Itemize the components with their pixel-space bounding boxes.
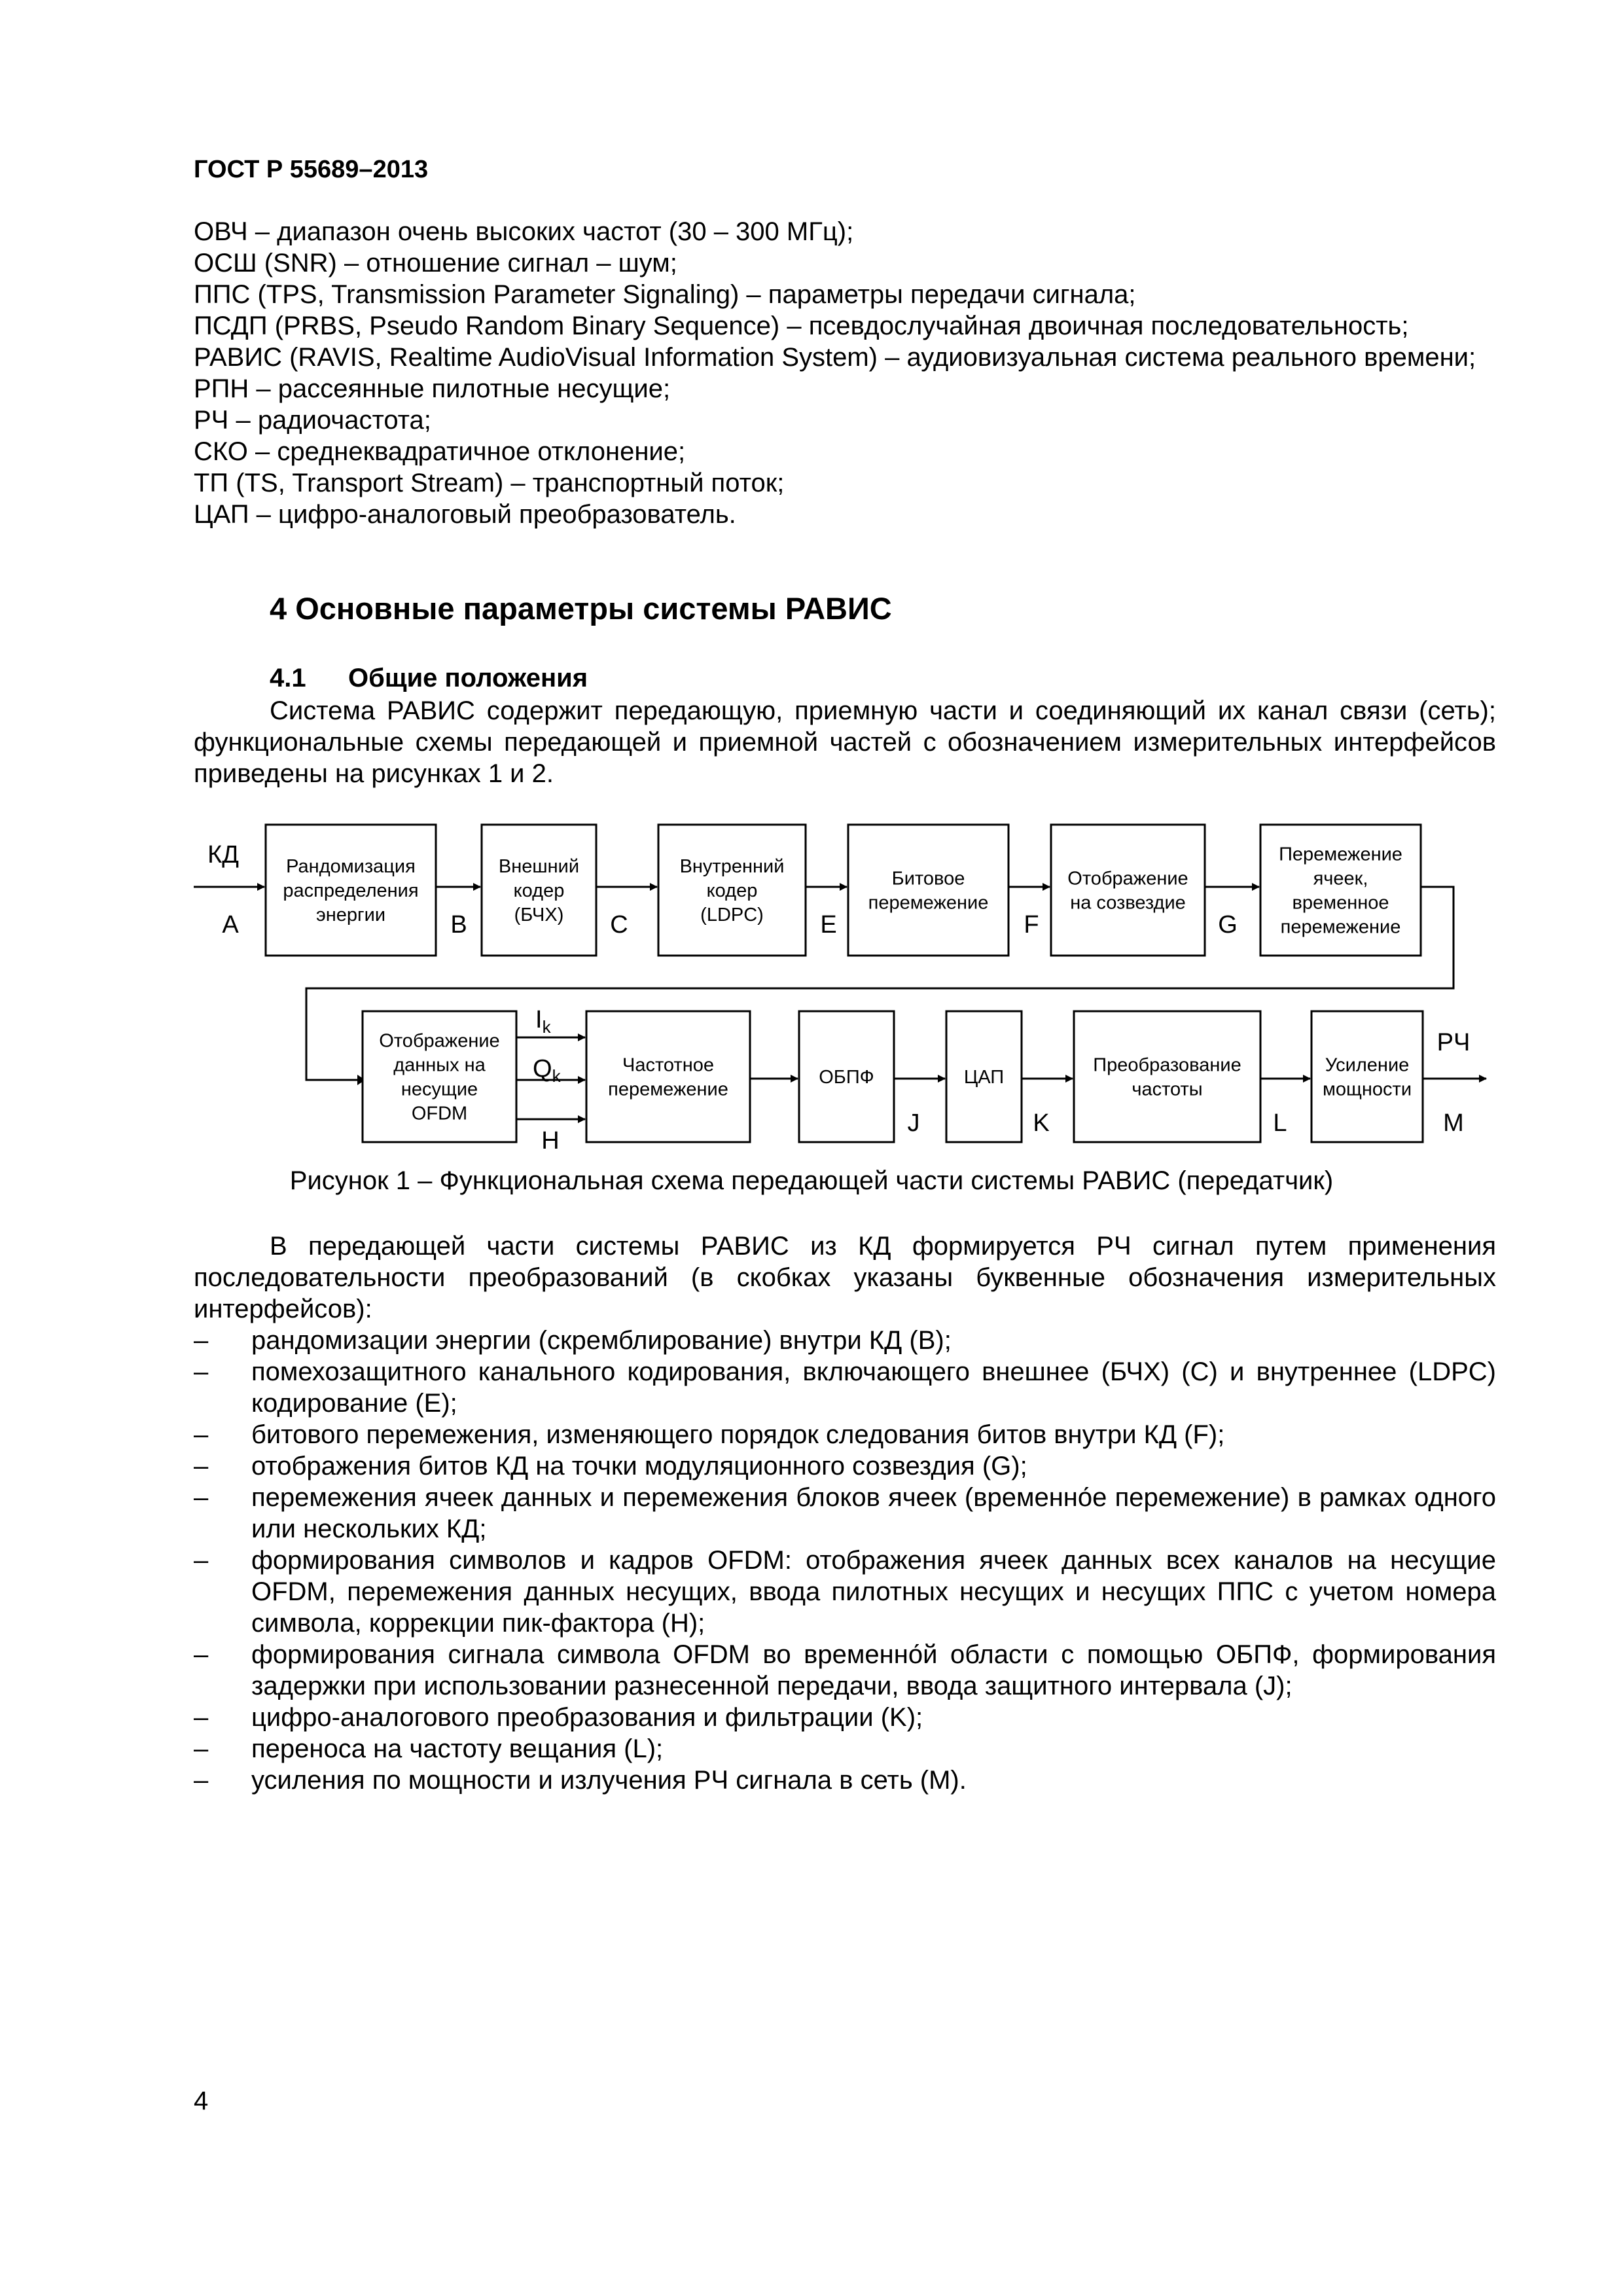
list-item-text: помехозащитного канального кодирования, включающего внешнее (БЧХ) (C) и внутреннее (LDPC) кодирование (E);	[251, 1357, 1496, 1418]
bit-interleaver-block	[848, 825, 1008, 956]
list-item-text: переноса на частоту вещания (L);	[251, 1734, 664, 1763]
block-label: (LDPC)	[700, 905, 764, 926]
list-item-text: формирования символов и кадров OFDM: отображения ячеек данных всех каналов на несущие OFDM, перемежения данных несущих, ввода пилотных несущих и несущих ППС с учетом номера символа, коррекции пик-фактора (H);	[251, 1546, 1496, 1638]
output-label: РЧ	[1436, 1029, 1471, 1056]
dash-marker: –	[194, 1326, 209, 1355]
list-item-text: отображения битов КД на точки модуляционного созвездия (G);	[251, 1452, 1027, 1480]
dash-marker: –	[194, 1703, 209, 1732]
list-item	[194, 1733, 1496, 1765]
list-item	[194, 1419, 1496, 1450]
interface-label: H	[541, 1127, 560, 1155]
block-label: перемежение	[868, 892, 989, 914]
block-label: Отображение	[379, 1030, 500, 1052]
abbreviation-item: ТП (TS, Transport Stream) – транспортный поток;	[194, 469, 785, 497]
list-item-text: цифро-аналогового преобразования и фильтрации (K);	[251, 1703, 923, 1732]
list-item-text: битового перемежения, изменяющего порядок следования битов внутри КД (F);	[251, 1420, 1225, 1449]
block-label: ячеек,	[1313, 868, 1368, 889]
block-label: (БЧХ)	[514, 905, 564, 926]
dash-marker: –	[194, 1357, 209, 1386]
standard-header: ГОСТ Р 55689–2013	[194, 156, 429, 183]
intro-paragraph: Система РАВИС содержит передающую, приемную части и соединяющий их канал связи (сеть); функциональные схемы передающей и приемной частей с обозначением измерительных интерфейсов приведены на рисунках 1 и 2.	[194, 696, 1496, 788]
block-label: распределения	[283, 880, 419, 902]
dash-marker: –	[194, 1483, 209, 1512]
input-label: КД	[207, 841, 239, 869]
list-item-text: перемежения ячеек данных и перемежения блоков ячеек (временно́е перемежение) в рамках одного или нескольких КД;	[251, 1483, 1496, 1543]
dash-marker: –	[194, 1734, 209, 1763]
block-label: Перемежение	[1279, 844, 1402, 865]
block-label: частоты	[1132, 1079, 1203, 1100]
abbreviation-item: РАВИС (RAVIS, Realtime AudioVisual Information System) – аудиовизуальная система реального времени;	[194, 343, 1476, 372]
constellation-block	[1051, 825, 1205, 956]
output-i-label: $I_k$	[535, 1006, 551, 1037]
page-number: 4	[194, 2087, 209, 2115]
dash-marker: –	[194, 1640, 209, 1669]
list-item	[194, 1545, 1496, 1639]
list-item	[194, 1639, 1496, 1702]
body-paragraph: В передающей части системы РАВИС из КД формируется РЧ сигнал путем применения последовательности преобразований (в скобках указаны буквенные обозначения измерительных интерфейсов):	[194, 1232, 1496, 1323]
block-label: OFDM	[411, 1103, 468, 1124]
abbreviation-item: ППС (TPS, Transmission Parameter Signaling) – параметры передачи сигнала;	[194, 280, 1136, 309]
transform-list	[194, 1325, 1496, 1796]
block-label: кодер	[706, 880, 758, 902]
abbreviation-item: ОВЧ – диапазон очень высоких частот (30 – 300 МГц);	[194, 217, 854, 246]
block-label: ЦАП	[963, 1067, 1005, 1088]
list-item-text: усиления по мощности и излучения РЧ сигнала в сеть (M).	[251, 1766, 967, 1795]
abbreviation-item: ЦАП – цифро-аналоговый преобразователь.	[194, 500, 736, 529]
block-label: Усиление	[1325, 1054, 1410, 1076]
block-label: несущие	[401, 1079, 478, 1100]
interface-label: M	[1443, 1109, 1464, 1137]
abbreviation-item: РЧ – радиочастота;	[194, 406, 431, 435]
freq-converter-block	[1074, 1011, 1260, 1142]
list-item-text: формирования сигнала символа OFDM во временно́й области с помощью ОБПФ, формирования задержки при использовании разнесенной передачи, ввода защитного интервала (J);	[251, 1640, 1496, 1700]
block-label: временное	[1292, 892, 1389, 914]
list-item-text: рандомизации энергии (скремблирование) внутри КД (B);	[251, 1326, 952, 1355]
block-label: Частотное	[622, 1054, 714, 1076]
block-label: Рандомизация	[286, 856, 416, 878]
interface-label: J	[907, 1109, 920, 1137]
interface-label: G	[1218, 911, 1238, 939]
section-heading: 4 Основные параметры системы РАВИС	[270, 591, 892, 626]
block-label: Битовое	[891, 868, 965, 889]
dash-marker: –	[194, 1766, 209, 1795]
power-amp-block	[1311, 1011, 1423, 1142]
subsection-heading	[270, 664, 588, 693]
interface-label: B	[450, 911, 467, 939]
block-label: Отображение	[1067, 868, 1188, 889]
abbreviation-item: РПН – рассеянные пилотные несущие;	[194, 374, 671, 403]
interface-label: E	[820, 911, 837, 939]
abbreviation-item: ОСШ (SNR) – отношение сигнал – шум;	[194, 249, 677, 278]
dash-marker: –	[194, 1420, 209, 1449]
block-label: перемежение	[1280, 916, 1401, 938]
subsection-number: 4.1	[270, 664, 306, 692]
block-label: перемежение	[608, 1079, 728, 1100]
block-label: мощности	[1322, 1079, 1412, 1100]
list-item	[194, 1356, 1496, 1419]
subsection-title: Общие положения	[348, 664, 588, 692]
list-item	[194, 1450, 1496, 1482]
list-item	[194, 1482, 1496, 1545]
dash-marker: –	[194, 1452, 209, 1480]
list-item	[194, 1702, 1496, 1733]
figure-caption: Рисунок 1 – Функциональная схема передающей части системы РАВИС (передатчик)	[289, 1166, 1334, 1195]
block-label: Внутренний	[679, 856, 785, 878]
interface-label: K	[1033, 1109, 1050, 1137]
abbreviation-item: ПСДП (PRBS, Pseudo Random Binary Sequence) – псевдослучайная двоичная последовательность;	[194, 312, 1409, 340]
abbreviation-item: СКО – среднеквадратичное отклонение;	[194, 437, 686, 466]
list-item	[194, 1765, 1496, 1796]
block-label: Преобразование	[1093, 1054, 1241, 1076]
transmitter-block-diagram	[194, 812, 1503, 1165]
block-label: кодер	[513, 880, 565, 902]
interface-label: C	[610, 911, 628, 939]
interface-label: L	[1273, 1109, 1287, 1137]
block-label: ОБПФ	[819, 1067, 874, 1088]
interface-label: A	[222, 911, 239, 939]
dash-marker: –	[194, 1546, 209, 1575]
interface-label: F	[1024, 911, 1039, 939]
block-label: Внешний	[498, 856, 580, 878]
list-item	[194, 1325, 1496, 1356]
abbreviation-list	[194, 216, 1496, 530]
freq-interleaver-block	[586, 1011, 750, 1142]
block-label: данных на	[393, 1054, 486, 1076]
block-label: на созвездие	[1070, 892, 1186, 914]
output-q-label: $Q_k$	[533, 1055, 561, 1086]
block-label: энергии	[315, 905, 386, 926]
